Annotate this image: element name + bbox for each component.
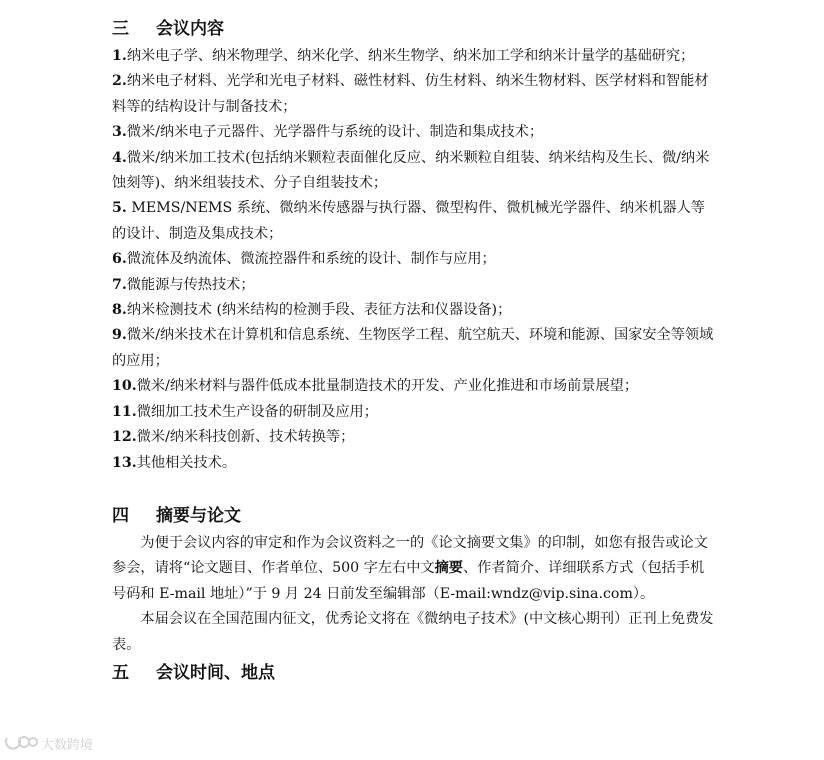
- list-item: 13.其他相关技术。: [112, 454, 237, 471]
- publication-paragraph: 本届会议在全国范围内征文，优秀论文将在《微纳电子技术》(中文核心期刊）正刊上免费发表。: [112, 611, 714, 653]
- document-page: [112, 14, 716, 688]
- logo-icon: [4, 734, 38, 752]
- list-item: 6.微流体及纳流体、微流控器件和系统的设计、制作与应用；: [112, 251, 496, 268]
- section-heading-5: [112, 658, 716, 688]
- list-item: 1.纳米电子学、纳米物理学、纳米化学、纳米生物学、纳米加工学和纳米计量学的基础研究；: [112, 48, 695, 64]
- list-item: 8.纳米检测技术 (纳米结构的检测手段、表征方法和仪器设备)；: [112, 302, 512, 319]
- section-heading-4: [112, 501, 716, 531]
- list-item: 11.微细加工技术生产设备的研制及应用；: [112, 403, 378, 420]
- section-title: 会议时间、地点: [156, 662, 275, 683]
- abstract-bold-word: 摘要: [434, 560, 463, 577]
- list-item: 5. MEMS/NEMS 系统、微纳米传感器与执行器、微型构件、微机械光学器件、纳米机器人等的设计、制造及集成技术；: [112, 200, 705, 242]
- watermark: [4, 732, 93, 754]
- section-number: 四: [112, 505, 129, 526]
- section-title: 摘要与论文: [156, 505, 241, 526]
- abstract-paragraph: 为便于会议内容的审定和作为会议资料之一的《论文摘要文集》的印制，如您有报告或论文参会，请将“论文题目、作者单位、500 字左右中文摘要、作者简介、详细联系方式（包括手机号码和 E-mail 地址）”于 9 月 24 日前发至编辑部（E-mail:wndz@vip.sina.com）。: [112, 534, 708, 602]
- watermark-text: 大数跨境: [41, 737, 94, 753]
- section-heading-3: [112, 14, 716, 44]
- section-number: 五: [112, 662, 129, 683]
- list-item: 3.微米/纳米电子元器件、光学器件与系统的设计、制造和集成技术；: [112, 124, 544, 141]
- section-title: 会议内容: [156, 19, 224, 39]
- list-item: 12.微米/纳米科技创新、技术转换等；: [112, 429, 355, 446]
- section-gap: [112, 476, 716, 501]
- list-item: 10.微米/纳米材料与器件低成本批量制造技术的开发、产业化推进和市场前景展望；: [112, 378, 639, 395]
- list-item: 4.微米/纳米加工技术(包括纳米颗粒表面催化反应、纳米颗粒自组装、纳米结构及生长、微/纳米蚀刻等)、纳米组装技术、分子自组装技术；: [112, 149, 710, 192]
- list-item: 2.纳米电子材料、光学和光电子材料、磁性材料、仿生材料、纳米生物材料、医学材料和智能材料等的结构设计与制备技术；: [112, 73, 709, 115]
- list-item: 9.微米/纳米技术在计算机和信息系统、生物医学工程、航空航天、环境和能源、国家安全等领域的应用；: [112, 327, 714, 369]
- content-list: [112, 44, 716, 476]
- section-number: 三: [112, 19, 129, 39]
- list-item: 7.微能源与传热技术；: [112, 276, 255, 293]
